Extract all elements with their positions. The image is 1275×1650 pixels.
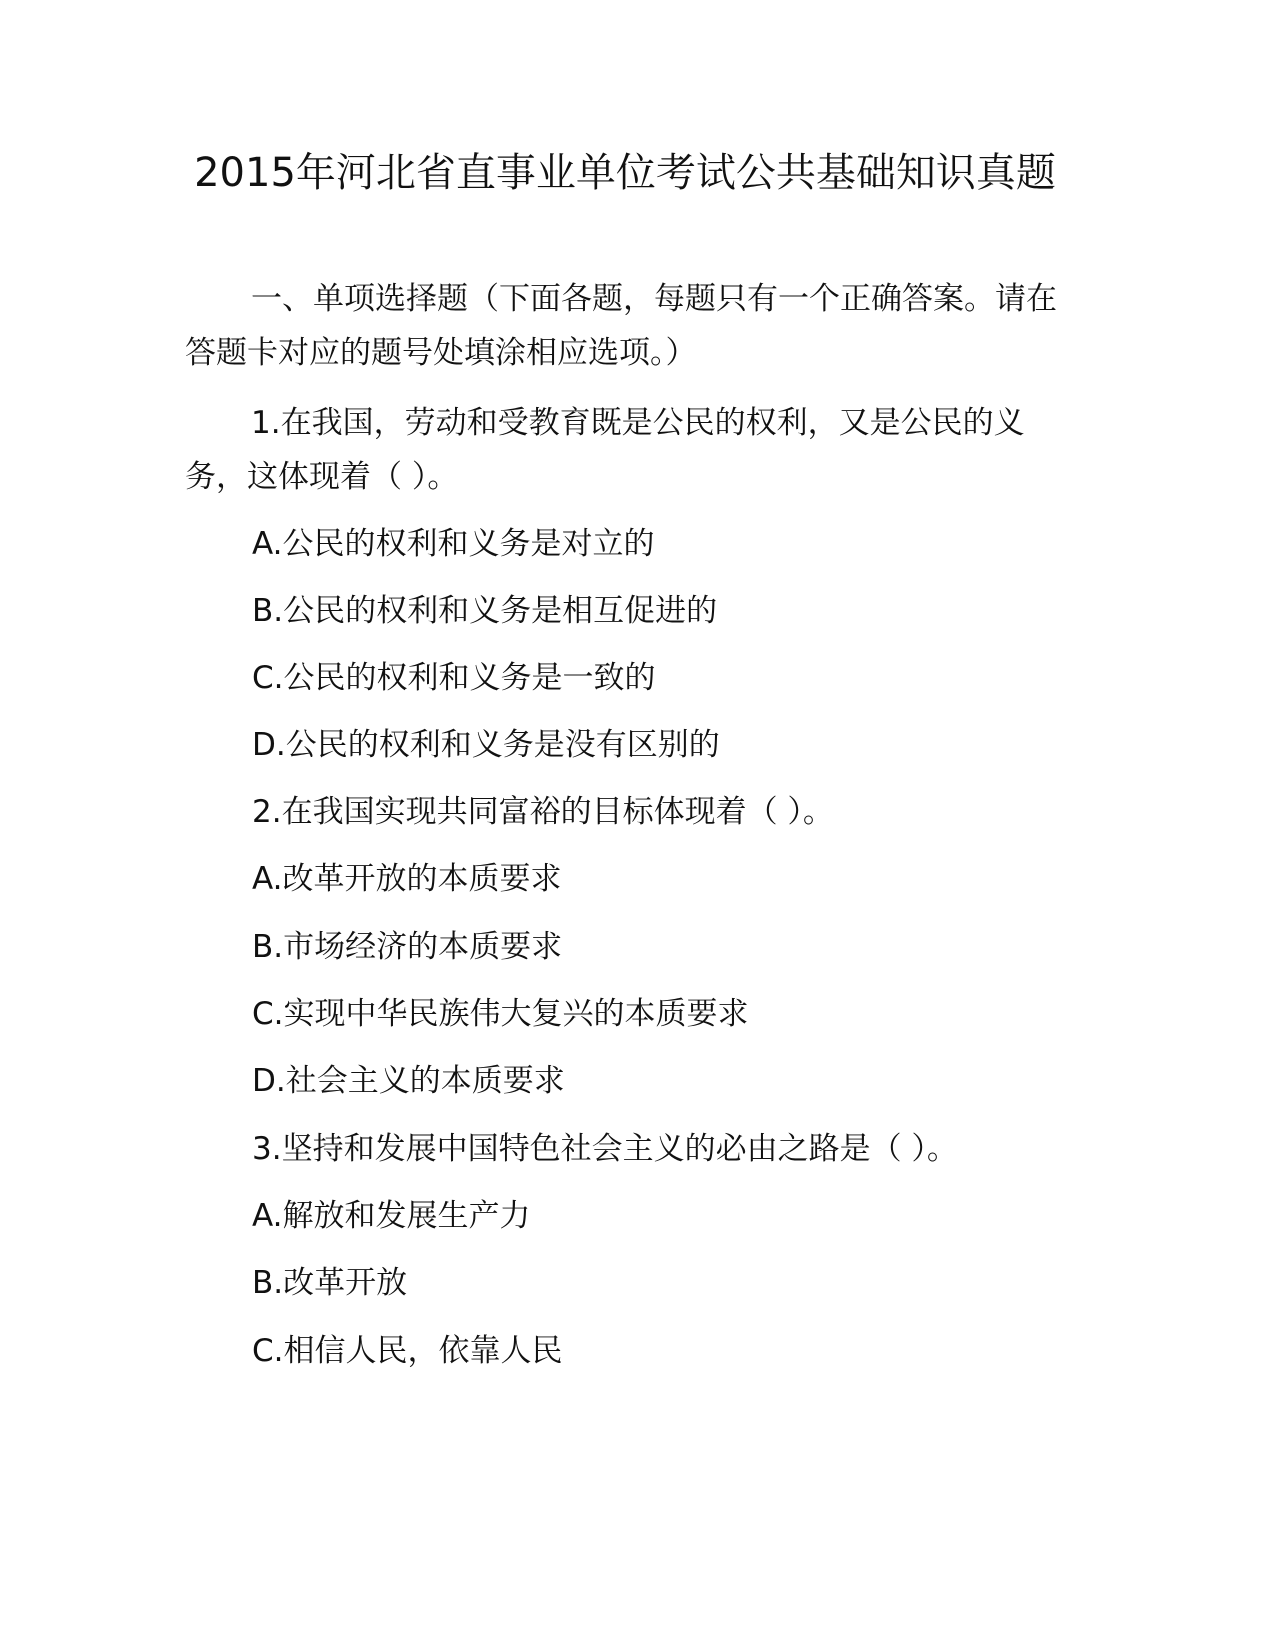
- section-instructions: 一、单项选择题（下面各题，每题只有一个正确答案。请在答题卡对应的题号处填涂相应选项。）: [185, 281, 1057, 371]
- question-3-option-c: C.相信人民，依靠人民: [252, 1333, 563, 1369]
- question-2-option-a: A.改革开放的本质要求: [252, 861, 562, 897]
- question-2-option-d: D.社会主义的本质要求: [252, 1063, 565, 1099]
- question-1-option-d: D.公民的权利和义务是没有区别的: [252, 727, 720, 763]
- question-2-stem: 2.在我国实现共同富裕的目标体现着（ ）。: [252, 794, 834, 830]
- question-3-option-a: A.解放和发展生产力: [252, 1198, 531, 1234]
- document-title: 2015年河北省直事业单位考试公共基础知识真题: [194, 150, 1056, 196]
- question-1-option-c: C.公民的权利和义务是一致的: [252, 660, 656, 696]
- question-1-option-a: A.公民的权利和义务是对立的: [252, 526, 655, 562]
- question-2-option-b: B.市场经济的本质要求: [252, 929, 563, 965]
- question-1-stem: 1.在我国，劳动和受教育既是公民的权利，又是公民的义务，这体现着（ ）。: [185, 405, 1025, 495]
- question-1-option-b: B.公民的权利和义务是相互促进的: [252, 593, 718, 629]
- question-3-option-b: B.改革开放: [252, 1265, 408, 1301]
- question-3-stem: 3.坚持和发展中国特色社会主义的必由之路是（ ）。: [252, 1131, 958, 1167]
- question-2-option-c: C.实现中华民族伟大复兴的本质要求: [252, 996, 749, 1032]
